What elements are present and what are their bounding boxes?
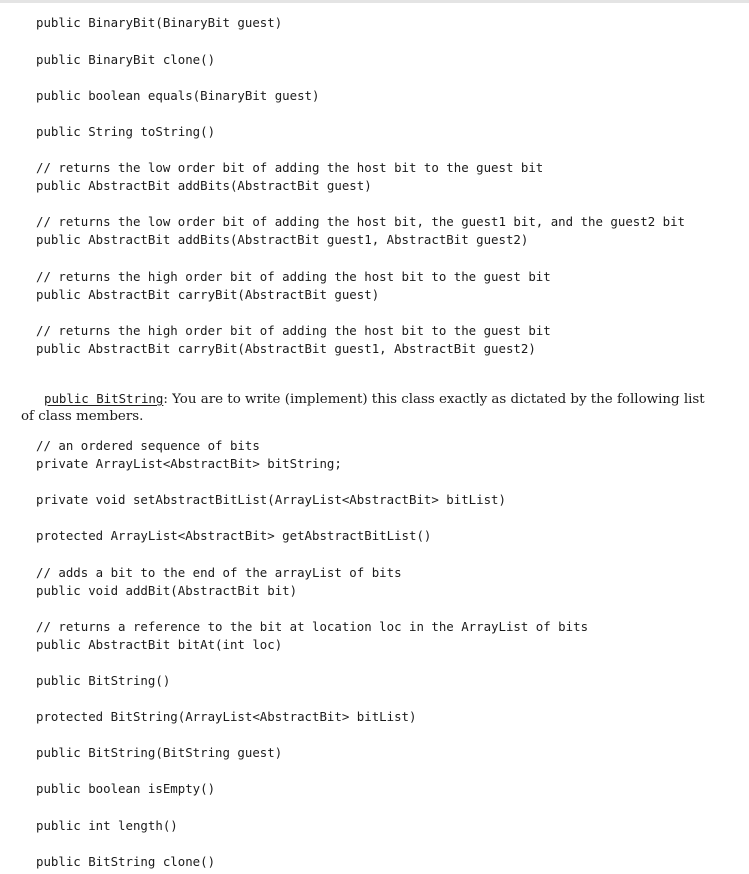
member-comment: // returns a reference to the bit at location loc in the ArrayList of bits (36, 619, 589, 634)
member-signature: public BinaryBit clone() (36, 52, 216, 67)
member-comment: // returns the high order bit of adding the host bit to the guest bit (36, 323, 551, 338)
member-signature: public void addBit(AbstractBit bit) (36, 583, 298, 598)
member-signature: protected ArrayList<AbstractBit> getAbstractBitList() (36, 528, 432, 543)
member-signature: public AbstractBit carryBit(AbstractBit guest) (36, 287, 380, 302)
member-comment: // adds a bit to the end of the arrayList of bits (36, 565, 402, 580)
member-signature: public BitString() (36, 673, 171, 688)
bitstring-class-name: public BitString (44, 391, 164, 406)
member-comment: // returns the low order bit of adding the host bit to the guest bit (36, 160, 544, 175)
member-signature: protected BitString(ArrayList<AbstractBit> bitList) (36, 709, 417, 724)
member-signature: private ArrayList<AbstractBit> bitString; (36, 456, 342, 471)
member-comment: // returns the high order bit of adding the host bit to the guest bit (36, 269, 551, 284)
member-comment: // returns the low order bit of adding the host bit, the guest1 bit, and the guest2 bit (36, 214, 686, 229)
member-signature: public String toString() (36, 124, 216, 139)
member-signature: public AbstractBit addBits(AbstractBit guest1, AbstractBit guest2) (36, 232, 529, 247)
bitstring-description-text: : You are to write (implement) this class exactly as dictated by the following list of class members. (21, 392, 705, 424)
member-signature: public BinaryBit(BinaryBit guest) (36, 15, 283, 30)
top-divider (0, 0, 749, 3)
member-signature: public boolean isEmpty() (36, 781, 216, 796)
member-signature: public BitString clone() (36, 854, 216, 869)
member-signature: public AbstractBit carryBit(AbstractBit guest1, AbstractBit guest2) (36, 341, 536, 356)
member-signature: private void setAbstractBitList(ArrayList<AbstractBit> bitList) (36, 492, 506, 507)
member-signature: public int length() (36, 818, 178, 833)
member-signature: public boolean equals(BinaryBit guest) (36, 88, 320, 103)
member-comment: // an ordered sequence of bits (36, 438, 260, 453)
member-signature: public BitString(BitString guest) (36, 745, 283, 760)
bitstring-description (21, 390, 711, 425)
member-signature: public AbstractBit bitAt(int loc) (36, 637, 283, 652)
member-signature: public AbstractBit addBits(AbstractBit guest) (36, 178, 372, 193)
